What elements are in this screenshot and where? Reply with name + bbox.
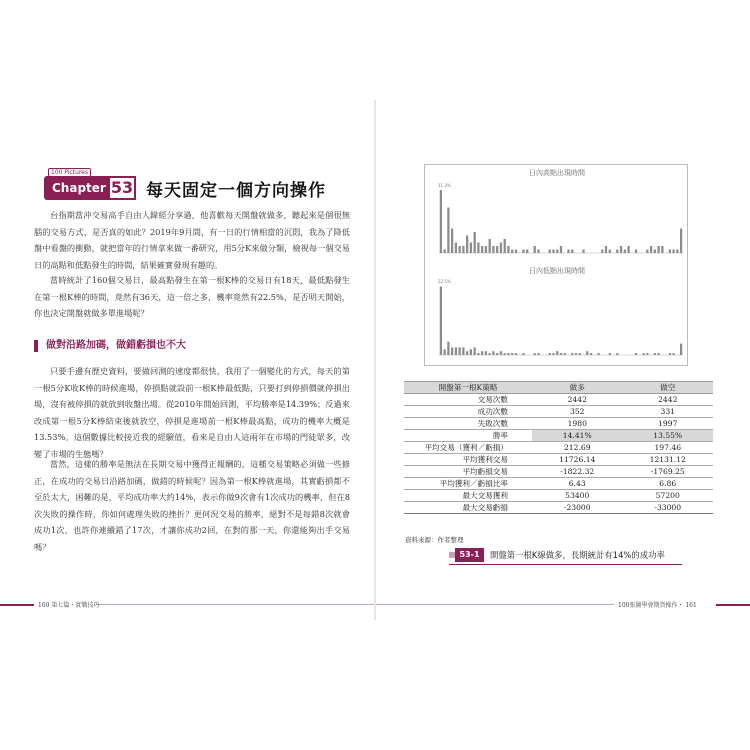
bar bbox=[609, 353, 611, 355]
bar bbox=[459, 246, 461, 253]
bar bbox=[657, 353, 659, 355]
table-cell: 2442 bbox=[532, 394, 623, 406]
bar bbox=[597, 353, 599, 355]
bar bbox=[579, 353, 581, 355]
bar bbox=[444, 349, 446, 355]
table-cell: 57200 bbox=[623, 490, 714, 502]
intraday-charts bbox=[425, 165, 689, 367]
table-row bbox=[404, 442, 713, 454]
bar bbox=[556, 250, 558, 254]
bar bbox=[620, 246, 622, 253]
bar bbox=[616, 353, 618, 355]
bar bbox=[522, 353, 524, 355]
table-row bbox=[404, 466, 713, 478]
bar bbox=[462, 246, 464, 253]
bar bbox=[515, 250, 517, 254]
table-row-label: 平均獲利交易 bbox=[404, 454, 532, 466]
table-cell: -1769.25 bbox=[623, 466, 714, 478]
bar bbox=[669, 250, 671, 254]
bar bbox=[496, 353, 498, 355]
bar bbox=[466, 351, 468, 355]
table-header: 開盤第一根K策略 bbox=[404, 382, 532, 394]
chart-bottom-title: 日內低點出現時間 bbox=[529, 267, 585, 275]
chapter-number: 53 bbox=[108, 176, 136, 200]
table-row bbox=[404, 406, 713, 418]
bar bbox=[511, 353, 513, 355]
figure-caption-rule bbox=[449, 564, 682, 565]
chart-top-annotation: 11.3% bbox=[438, 183, 451, 188]
table-cell: 197.46 bbox=[623, 442, 714, 454]
chart-panel bbox=[424, 164, 688, 366]
bar bbox=[504, 239, 506, 253]
bar bbox=[590, 353, 592, 355]
bar bbox=[616, 250, 618, 254]
paragraph-1: 台指期當沖交易高手自由人鍏經分享過，他喜歡每天開盤就做多，聽起來是個很無腦的交易方式，是否真的如此？2019年9月間，有一日的行情相當的沉悶，我為了降低盤中看盤的衝動，就把當年的行情拿來做一番研究，用5分K來做分類，檢視每一個交易日的高點和低點發生的時間，結果確實發現有趣的。 bbox=[34, 210, 350, 270]
bar bbox=[507, 353, 509, 355]
table-row-label: 交易次數 bbox=[404, 394, 532, 406]
bar bbox=[444, 250, 446, 254]
bar bbox=[481, 246, 483, 253]
bar bbox=[650, 246, 652, 253]
table-cell: 13.55% bbox=[623, 430, 714, 442]
bar bbox=[549, 250, 551, 254]
bar bbox=[507, 246, 509, 253]
bar bbox=[447, 342, 449, 355]
bar bbox=[654, 353, 656, 355]
bar bbox=[571, 250, 573, 254]
table-cell: 12131.12 bbox=[623, 454, 714, 466]
bar bbox=[522, 250, 524, 254]
chapter-word: Chapter bbox=[52, 181, 106, 195]
table-cell: 212.69 bbox=[532, 442, 623, 454]
strategy-stats-table bbox=[404, 381, 713, 514]
table-row-label: 最大交易虧損 bbox=[404, 502, 532, 514]
bar bbox=[455, 243, 457, 254]
table-header: 做空 bbox=[623, 382, 714, 394]
table-cell: 1980 bbox=[532, 418, 623, 430]
chart-top-plot bbox=[439, 190, 683, 253]
bar bbox=[451, 229, 453, 254]
table-cell: 331 bbox=[623, 406, 714, 418]
bar bbox=[511, 250, 513, 254]
table-cell: 6.43 bbox=[532, 478, 623, 490]
table-row bbox=[404, 394, 713, 406]
bar bbox=[586, 351, 588, 355]
bar bbox=[582, 250, 584, 254]
bar bbox=[477, 353, 479, 355]
bar bbox=[605, 246, 607, 253]
bar bbox=[560, 353, 562, 355]
bar bbox=[635, 353, 637, 355]
table-cell: 1997 bbox=[623, 418, 714, 430]
bar bbox=[455, 347, 457, 355]
bar bbox=[601, 250, 603, 254]
bar bbox=[459, 347, 461, 355]
table-cell: 53400 bbox=[532, 490, 623, 502]
bar bbox=[500, 243, 502, 254]
bar bbox=[489, 353, 491, 355]
figure-tag: 53-1 bbox=[455, 548, 484, 562]
bar bbox=[680, 344, 682, 355]
bar bbox=[680, 229, 682, 254]
bar bbox=[560, 246, 562, 253]
bar bbox=[549, 353, 551, 355]
data-source-note: 資料來源：作者整理 bbox=[405, 536, 464, 544]
bar bbox=[485, 351, 487, 355]
bar bbox=[462, 347, 464, 355]
chart-bottom-annotation: 22.5% bbox=[438, 279, 451, 284]
table-header: 做多 bbox=[532, 382, 623, 394]
paragraph-3: 只要手邊有歷史資料，要做回測的速度都很快，我用了一個變化的方式，每天的第一根5分K收K棒的時候進場，停損點就設前一根K棒最低點，只要打到停損價就停損出場，沒有被停損的就放到收盤出場。從2010年開始回測，平均勝率是14.39%；反過來改成第一根5分K棒結束後就放空，停損是進場前一根K棒最高點，成功的機率大概是13.53%。這個數據比較接近我的經驗值，看來是自由人這兩年在市場的門徒眾多，改變了市場的生態嗎？ bbox=[34, 366, 350, 459]
bar bbox=[440, 287, 442, 355]
table-row-label: 成功次數 bbox=[404, 406, 532, 418]
bar bbox=[646, 250, 648, 254]
bar bbox=[564, 353, 566, 355]
bar bbox=[470, 243, 472, 254]
chart-bottom-plot bbox=[439, 287, 683, 355]
bar bbox=[571, 353, 573, 355]
table-cell: -23000 bbox=[532, 502, 623, 514]
bar bbox=[635, 250, 637, 254]
bar bbox=[575, 353, 577, 355]
bar bbox=[485, 246, 487, 253]
bar bbox=[627, 246, 629, 253]
footer-accent-right bbox=[716, 604, 750, 606]
table-row bbox=[404, 430, 713, 442]
bar bbox=[492, 351, 494, 355]
bar bbox=[526, 250, 528, 254]
bar bbox=[477, 243, 479, 254]
footer-left: 160 第七篇・實戰技巧 bbox=[38, 602, 100, 609]
table-row bbox=[404, 454, 713, 466]
bar bbox=[534, 353, 536, 355]
bar bbox=[474, 232, 476, 253]
bar bbox=[567, 250, 569, 254]
bar bbox=[496, 246, 498, 253]
table-cell: 352 bbox=[532, 406, 623, 418]
chart-top-title: 日內高點出現時間 bbox=[529, 169, 585, 177]
bar bbox=[624, 250, 626, 254]
bar bbox=[534, 246, 536, 253]
section-heading: 做對沿路加碼，做錯虧損也不大 bbox=[34, 340, 186, 352]
bar bbox=[552, 353, 554, 355]
bar bbox=[657, 246, 659, 253]
bar bbox=[556, 351, 558, 355]
chapter-title: 每天固定一個方向操作 bbox=[146, 181, 326, 201]
bar bbox=[440, 190, 442, 253]
paragraph-4: 當然，這樣的勝率是無法在長期交易中獲得正報酬的，這種交易策略必須做一些修正，在成功的交易日沿路加碼，做錯的時候呢？因為第一根K棒就進場，其實虧損都不至於太大，困難的是，平均成功率大約14%，表示你做9次會有1次成功的機率，但在8次失敗的操作時，你如何處理失敗的挫折？更何況交易的勝率，絕對不是每錯8次就會成功1次，也許你連續錯了17次，才讓你成功2回，在對的那一天，你還能夠出手交易嗎？ bbox=[34, 459, 350, 552]
bar bbox=[672, 353, 674, 355]
bar bbox=[474, 347, 476, 355]
bar bbox=[447, 208, 449, 254]
table-cell: -1822.32 bbox=[532, 466, 623, 478]
table-cell: 2442 bbox=[623, 394, 714, 406]
table-cell: 14.41% bbox=[532, 430, 623, 442]
page-gutter bbox=[374, 100, 376, 620]
table-row-label: 失敗次數 bbox=[404, 418, 532, 430]
bar bbox=[646, 353, 648, 355]
table-cell: 6.86 bbox=[623, 478, 714, 490]
bar bbox=[669, 353, 671, 355]
bar bbox=[672, 250, 674, 254]
bar bbox=[642, 353, 644, 355]
bar bbox=[470, 349, 472, 355]
table-row-label: 最大交易獲利 bbox=[404, 490, 532, 502]
table-row-label: 勝率 bbox=[404, 430, 532, 442]
bar bbox=[489, 239, 491, 253]
bar bbox=[466, 236, 468, 254]
table-row-label: 平均交易（獲利／虧損） bbox=[404, 442, 532, 454]
bar bbox=[676, 250, 678, 254]
bar bbox=[504, 353, 506, 355]
paragraph-2: 當時統計了160個交易日，最高點發生在第一根K棒的交易日有18天，最低點發生在第一根K棒的時間，竟然有36天，這一倍之多，機率竟然有22.5%，是否明天開始，你也決定開盤就做多單進場呢？ bbox=[34, 275, 350, 319]
footer-right: 100張圖學會期貨操作・ 161 bbox=[618, 602, 697, 609]
chapter-series-label: 100 Pictures bbox=[48, 168, 91, 177]
footer-rule-right bbox=[376, 604, 614, 605]
bar bbox=[537, 250, 539, 254]
figure-caption: 開盤第一根K線做多，長期統計有14%的成功率 bbox=[490, 550, 665, 560]
bar bbox=[515, 353, 517, 355]
table-cell: 11726.14 bbox=[532, 454, 623, 466]
bar bbox=[481, 351, 483, 355]
bar bbox=[609, 250, 611, 254]
bar bbox=[492, 246, 494, 253]
table-row-label: 平均獲利／虧損比率 bbox=[404, 478, 532, 490]
bar bbox=[661, 246, 663, 253]
bar bbox=[552, 250, 554, 254]
table-row bbox=[404, 490, 713, 502]
table-cell: -33000 bbox=[623, 502, 714, 514]
table-row bbox=[404, 502, 713, 514]
bar bbox=[654, 250, 656, 254]
bar bbox=[500, 351, 502, 355]
table-row-label: 平均虧損交易 bbox=[404, 466, 532, 478]
bar bbox=[451, 347, 453, 355]
table-row bbox=[404, 418, 713, 430]
footer-rule-left bbox=[96, 604, 374, 605]
chapter-badge bbox=[44, 169, 136, 200]
table-header-row bbox=[404, 382, 713, 394]
footer-accent-left bbox=[0, 604, 34, 606]
table-row bbox=[404, 478, 713, 490]
bar bbox=[537, 353, 539, 355]
